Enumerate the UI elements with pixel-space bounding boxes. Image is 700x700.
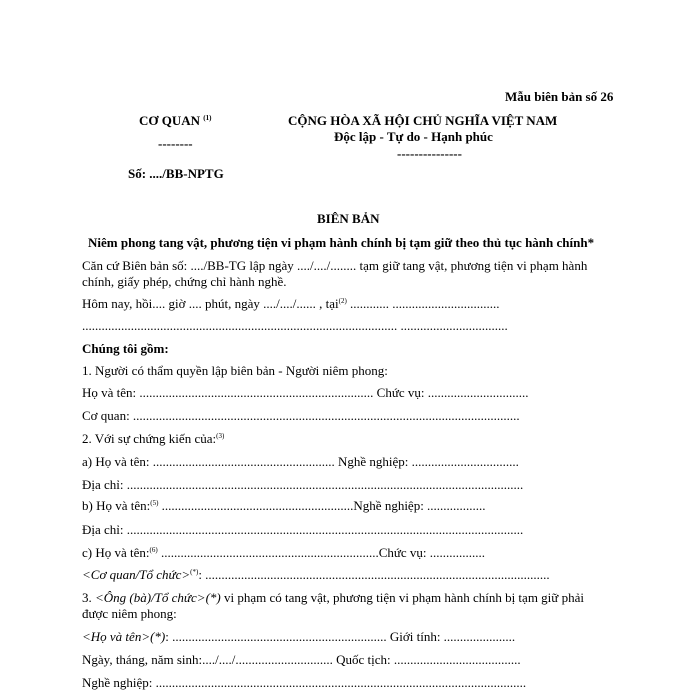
agency-dashes: -------- — [158, 136, 193, 151]
section-3-party: <Ông (bà)/Tổ chức>(*) — [95, 590, 221, 605]
witness-c-label: c) Họ và tên: — [82, 545, 150, 560]
form-number: Mẫu biên bản số 26 — [505, 89, 614, 104]
violator-name-line — [82, 629, 515, 645]
motto: Độc lập - Tự do - Hạnh phúc — [334, 129, 493, 144]
section-2-footnote: (3) — [216, 432, 225, 440]
document-subtitle: Niêm phong tang vật, phương tiện vi phạm hành chính bị tạm giữ theo thủ tục hành chính* — [88, 235, 595, 250]
basis-line-2: chính, giấy phép, chứng chỉ hành nghề. — [82, 274, 287, 289]
witness-b-address-line: Địa chỉ: .......................................................................................................................... — [82, 522, 524, 537]
section-2-heading — [82, 431, 224, 447]
section-2-text: 2. Với sự chứng kiến của: — [82, 431, 217, 446]
witness-b-dots: ...........................................................Nghề nghiệp: .................. — [158, 498, 486, 513]
witness-b-name-line — [82, 498, 486, 514]
basis-line-1: Căn cứ Biên bản số: ..../BB-TG lập ngày ..../..../........ tạm giữ tang vật, phương tiện vi phạm hành — [82, 258, 588, 273]
witness-b-footnote: (5) — [150, 499, 159, 507]
violator-name-label: <Họ và tên>(*) — [82, 629, 166, 644]
witness-c-footnote: (6) — [149, 546, 158, 554]
today-line — [82, 296, 500, 312]
witness-c-org-footnote: (*) — [190, 568, 199, 576]
republic-heading: CỘNG HÒA XÃ HỘI CHỦ NGHĨA VIỆT NAM — [288, 113, 558, 128]
document-number: Số: ..../BB-NPTG — [128, 166, 224, 181]
witness-c-org-label: <Cơ quan/Tổ chức> — [82, 567, 191, 582]
witness-b-label: b) Họ và tên: — [82, 498, 151, 513]
document-title: BIÊN BẢN — [317, 211, 380, 226]
violator-dob-line: Ngày, tháng, năm sinh:..../..../.............................. Quốc tịch: ....................................... — [82, 652, 521, 667]
today-footnote: (2) — [338, 297, 347, 305]
section-1-agency-line: Cơ quan: ....................................................................................................................... — [82, 408, 520, 423]
section-1-heading: 1. Người có thẩm quyền lập biên bản - Người niêm phong: — [82, 363, 388, 378]
motto-dashes: --------------- — [397, 146, 462, 161]
violator-job-line: Nghề nghiệp: .................................................................................................................. — [82, 675, 527, 690]
section-1-name-line: Họ và tên: ........................................................................ Chức vụ: ............................... — [82, 385, 529, 400]
section-3-text: vi phạm có tang vật, phương tiện vi phạm hành chính bị tạm giữ phải — [220, 590, 584, 605]
section-3-heading — [82, 590, 584, 606]
witness-c-org-dots: : .......................................................................................................... — [198, 567, 550, 582]
witness-c-dots: ...................................................................Chức vụ: ................. — [157, 545, 486, 560]
violator-name-dots: : .................................................................. Giới tính: ...................... — [165, 629, 516, 644]
agency-text: CƠ QUAN — [139, 113, 201, 128]
section-3-number: 3. — [82, 590, 95, 605]
dotted-line: ................................................................................................. ................................. — [82, 318, 508, 333]
witness-a-name-line: a) Họ và tên: ........................................................ Nghề nghiệp: ................................. — [82, 454, 519, 469]
agency-footnote: (1) — [203, 114, 212, 122]
witness-c-org-line — [82, 567, 550, 583]
section-3-line-2: được niêm phong: — [82, 606, 177, 621]
today-dots: ............ ................................. — [346, 296, 500, 311]
witness-a-address-line: Địa chỉ: .......................................................................................................................... — [82, 477, 524, 492]
we-include-heading: Chúng tôi gồm: — [82, 341, 169, 356]
agency-label — [139, 113, 211, 129]
today-text: Hôm nay, hồi.... giờ .... phút, ngày ..../..../...... , tại — [82, 296, 339, 311]
witness-c-name-line — [82, 545, 485, 561]
